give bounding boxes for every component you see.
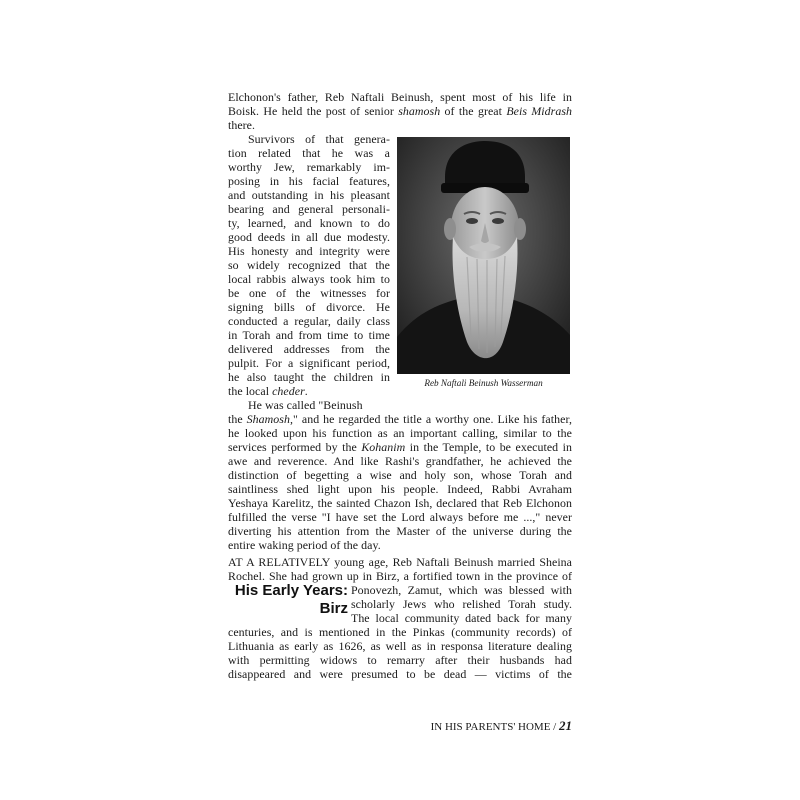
text-line: services performed by the Kohanim in the Temple, to be executed in (228, 440, 572, 454)
text-line: be one of the witnesses for (228, 286, 390, 300)
text-line: He was called "Beinush (248, 398, 363, 412)
text-line: signing bills of divorce. He (228, 300, 390, 314)
text-line: awe and reverence. And like Rashi's grandfather, he achieved the (228, 454, 572, 468)
text-line: distinction of begetting a wise and holy son, whose Torah and (228, 468, 572, 482)
text-line: there. (228, 118, 256, 132)
text-line: posing in his facial features, (228, 174, 390, 188)
text-line: Lithuania as early as 1626, as well as in responsa literature dealing (228, 639, 572, 653)
text-line: fulfilled the verse "I have set the Lord always before me ...," never (228, 510, 572, 524)
page-number: 21 (559, 718, 572, 733)
text-line: Elchonon's father, Reb Naftali Beinush, spent most of his life in (228, 90, 572, 104)
text-line: pulpit. For a significant period, (228, 356, 390, 370)
text-line: Ponovezh, Zamut, which was blessed with (351, 583, 572, 597)
text-line: tion related that he was a (228, 146, 390, 160)
text-line: he also taught the children in (228, 370, 390, 384)
text-line: and outstanding in his pleasant (228, 188, 390, 202)
text-line: centuries, and is mentioned in the Pinkas (community records) of (228, 625, 572, 639)
text-line: diverting his attention from the Master of the universe during the (228, 524, 572, 538)
text-line: ty, learned, and known to do (228, 216, 390, 230)
text-line: saintliness shed light upon his people. Indeed, Rabbi Avraham (228, 482, 572, 496)
portrait-photo (397, 137, 570, 374)
page-footer (431, 719, 572, 734)
text-line: worthy Jew, remarkably im- (228, 160, 390, 174)
text-line: scholarly Jews who relished Torah study. (351, 597, 572, 611)
text-line: Boisk. He held the post of senior shamosh of the great Beis Midrash (228, 104, 573, 118)
running-head: IN HIS PARENTS' HOME / (430, 721, 557, 733)
section-sidehead-line2: Birz (319, 600, 348, 617)
text-line: so widely recognized that the (228, 258, 390, 272)
photo-caption: Reb Naftali Beinush Wasserman (424, 378, 543, 388)
text-line: with permitting widows to remarry after their husbands had (228, 653, 572, 667)
text-line: the local cheder. (228, 384, 308, 398)
text-line: Yeshaya Karelitz, the sainted Chazon Ish, declared that Reb Elchonon (228, 496, 572, 510)
text-line: he looked upon his function as an important calling, similar to the (228, 426, 572, 440)
text-line: conducted a regular, daily class (228, 314, 390, 328)
text-line: local rabbis always took him to (228, 272, 390, 286)
text-line: disappeared and were presumed to be dead — victims of the (228, 667, 572, 681)
text-line: the Shamosh," and he regarded the title a worthy one. Like his father, (228, 412, 572, 426)
text-line: Survivors of that genera- (248, 132, 390, 146)
text-line: AT A RELATIVELY young age, Reb Naftali Beinush married Sheina (228, 555, 572, 569)
text-line: bearing and general personali- (228, 202, 390, 216)
text-line: good deeds in all due modesty. (228, 230, 390, 244)
text-line: entire waking period of the day. (228, 538, 381, 552)
text-line: His honesty and integrity were (228, 244, 390, 258)
text-line: delivered addresses from the (228, 342, 390, 356)
portrait-illustration (397, 137, 570, 374)
text-line: The local community dated back for many (351, 611, 572, 625)
text-line: in Torah and from time to time (228, 328, 390, 342)
text-line: Rochel. She had grown up in Birz, a fortified town in the province of (228, 569, 572, 583)
section-sidehead-line1: His Early Years: (234, 582, 348, 599)
